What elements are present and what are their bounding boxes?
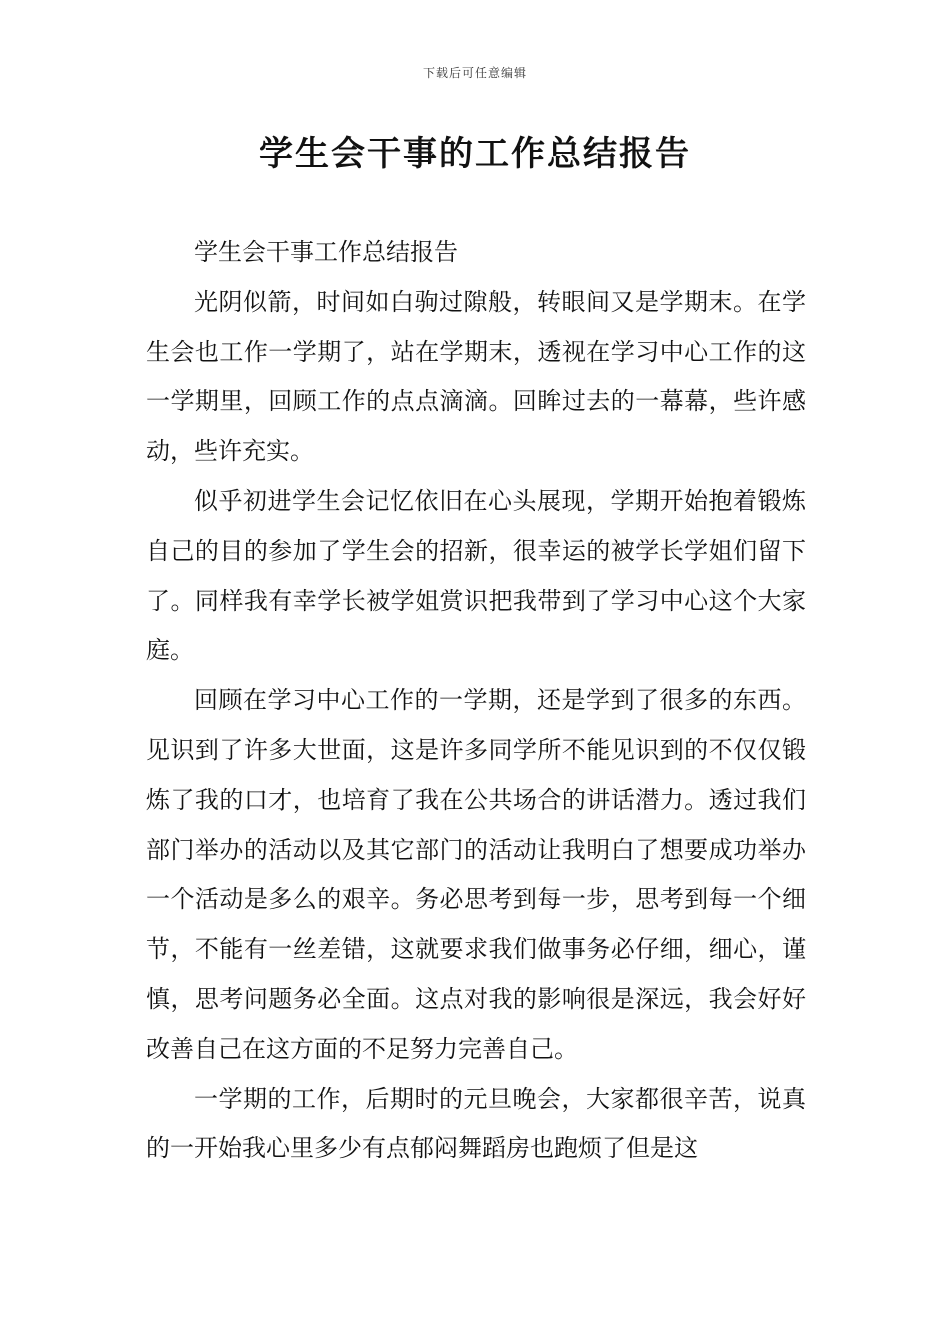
paragraph-subtitle: 学生会干事工作总结报告 [194,238,458,266]
document-title: 学生会干事的工作总结报告 [259,134,691,174]
paragraph: 似乎初进学生会记忆依旧在心头展现，学期开始抱着锻炼自己的目的参加了学生会的招新，很幸运的被学长学姐们留下了。同样我有幸学长被学姐赏识把我带到了学习中心这个大家庭。 [146,486,806,665]
header-note: 下载后可任意编辑 [422,66,527,80]
document-body [146,228,806,1174]
paragraph: 回顾在学习中心工作的一学期，还是学到了很多的东西。见识到了许多大世面，这是许多同学所不能见识到的不仅仅锻炼了我的口才，也培育了我在公共场合的讲话潜力。透过我们部门举办的活动以及其它部门的活动让我明白了想要成功举办一个活动是多么的艰辛。务必思考到每一步，思考到每一个细节，不能有一丝差错，这就要求我们做事务必仔细，细心，谨慎，思考问题务必全面。这点对我的影响很是深远，我会好好改善自己在这方面的不足努力完善自己。 [146,686,806,1063]
paragraph: 光阴似箭，时间如白驹过隙般，转眼间又是学期末。在学生会也工作一学期了，站在学期末，透视在学习中心工作的这一学期里，回顾工作的点点滴滴。回眸过去的一幕幕，些许感动，些许充实。 [146,287,806,466]
paragraph: 一学期的工作，后期时的元旦晚会，大家都很辛苦，说真的一开始我心里多少有点郁闷舞蹈房也跑烦了但是这 [146,1084,806,1163]
